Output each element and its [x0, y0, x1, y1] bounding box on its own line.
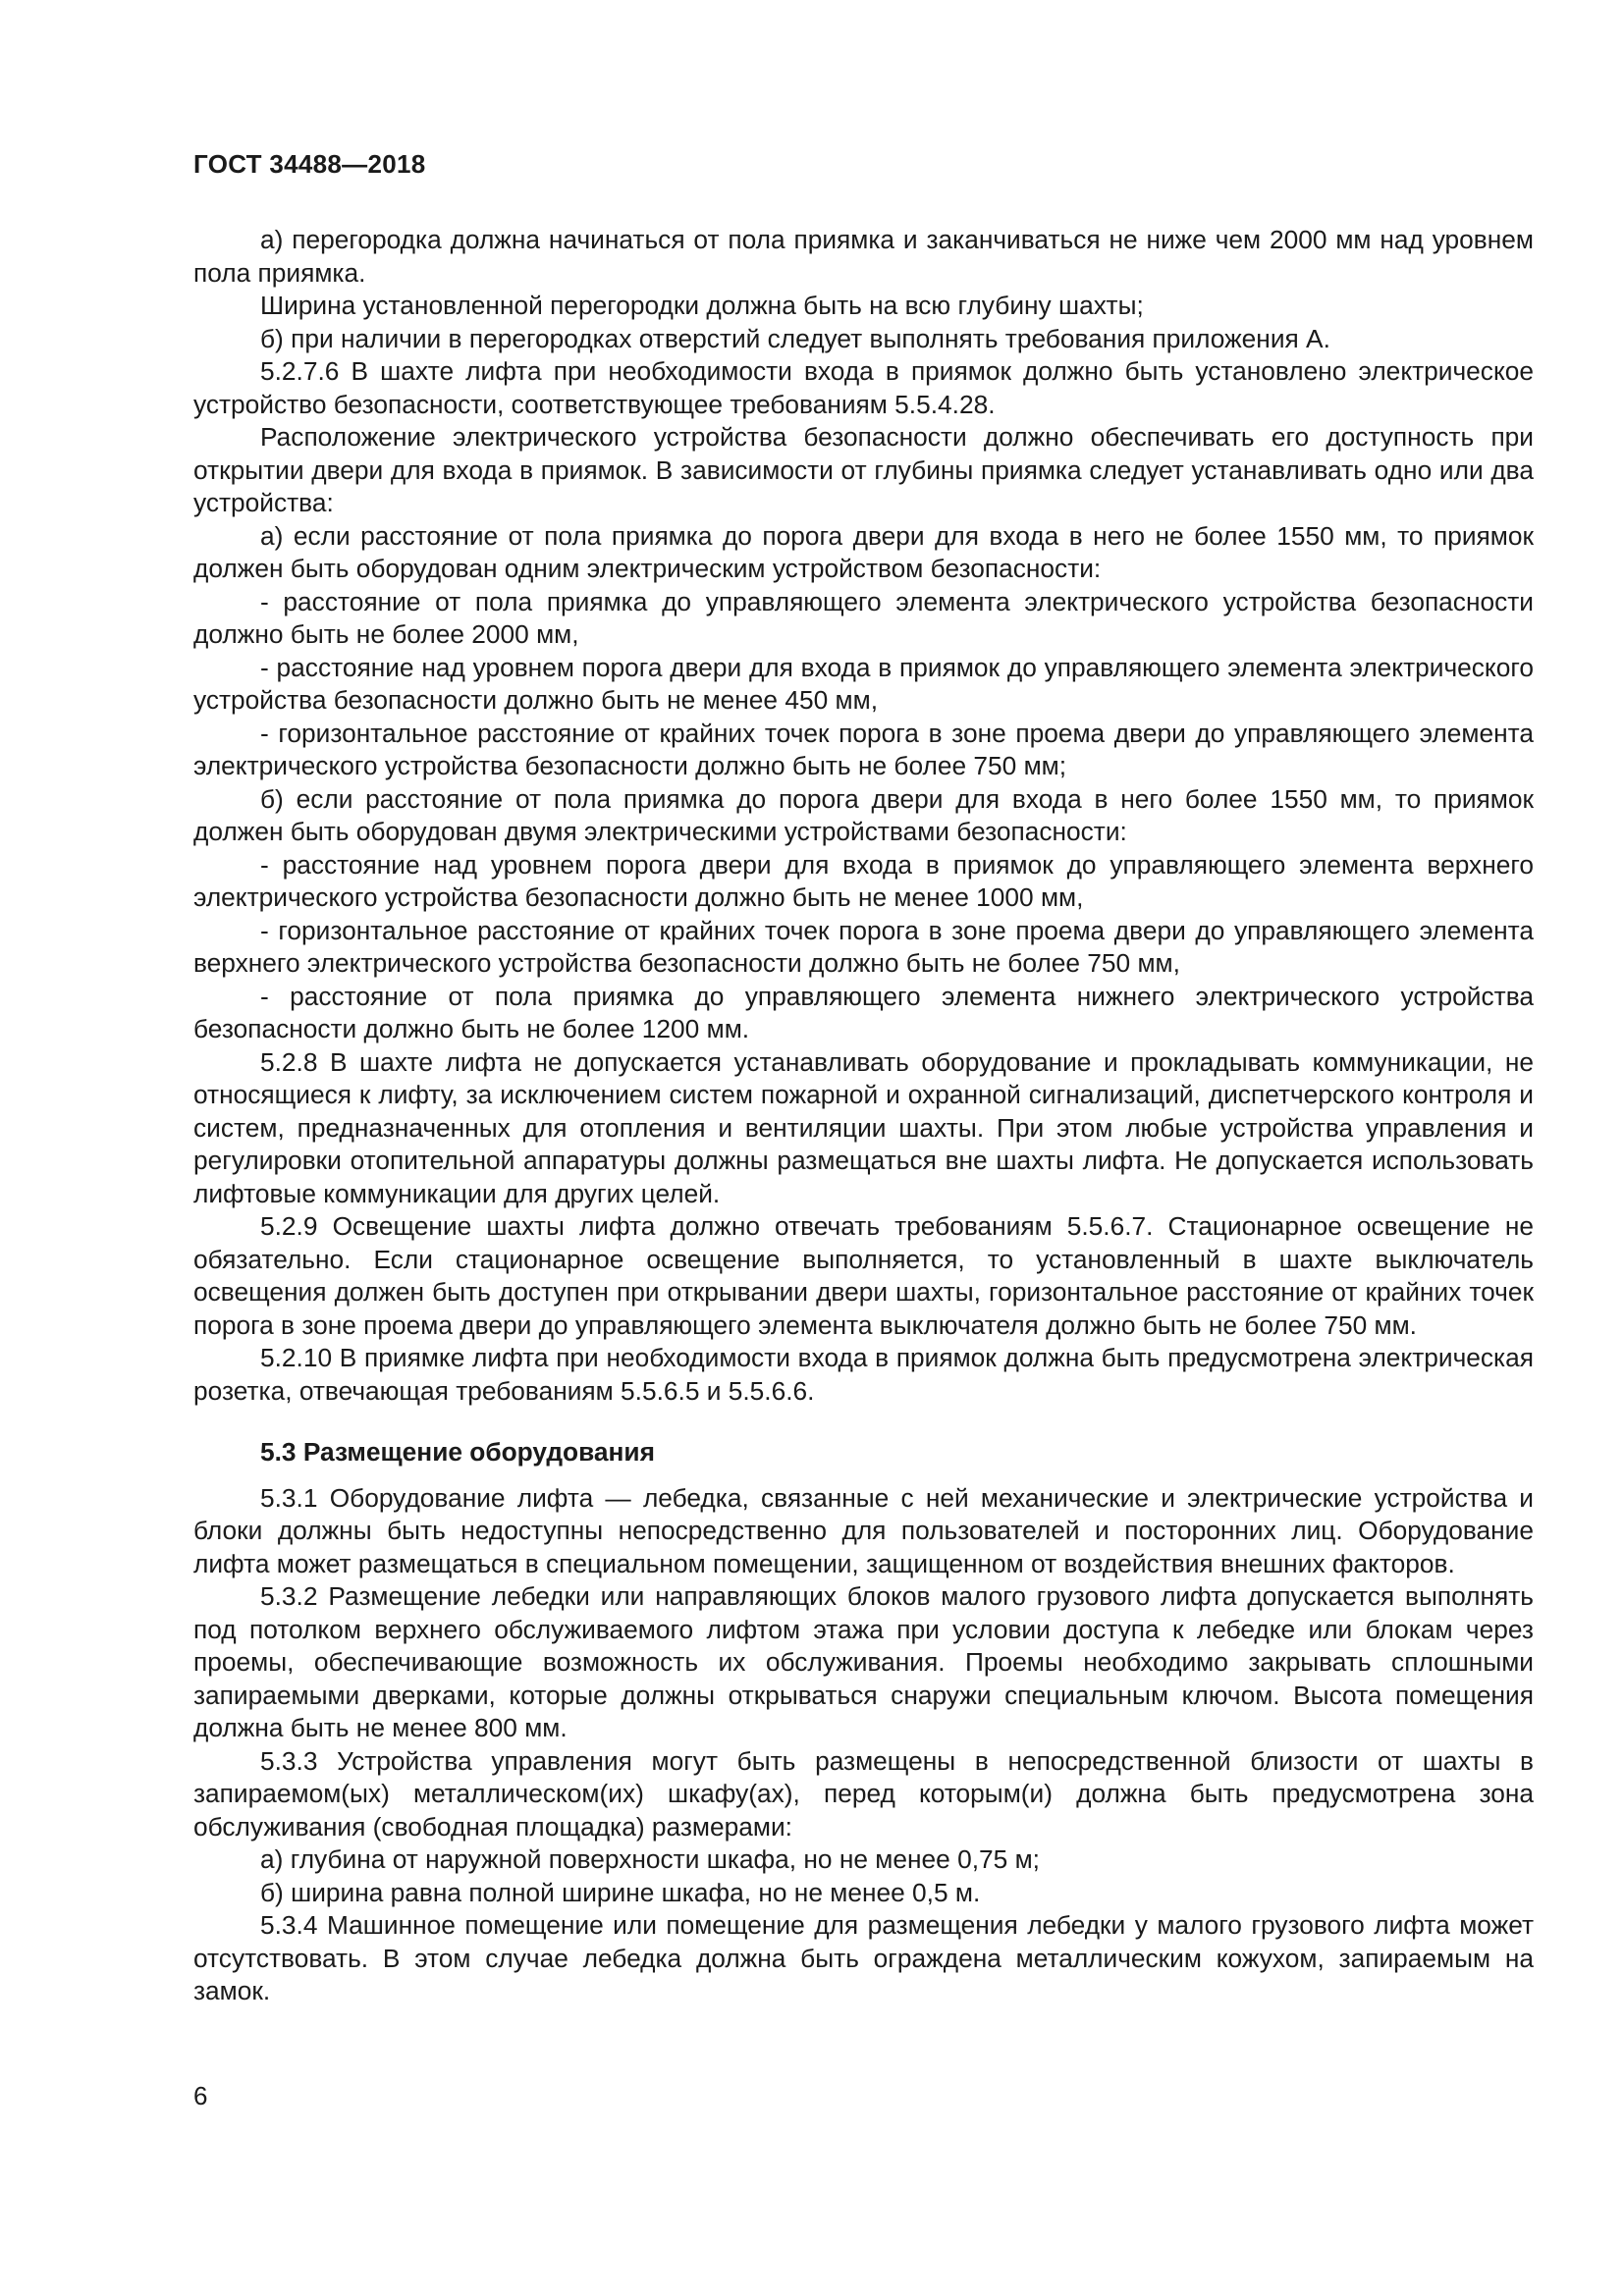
paragraph: - расстояние над уровнем порога двери для входа в приямок до управляющего элемента электрического устройства безопасности должно быть не менее 450 мм,: [193, 652, 1534, 715]
paragraph: - расстояние над уровнем порога двери для входа в приямок до управляющего элемента верхнего электрического устройства безопасности должно быть не менее 1000 мм,: [193, 849, 1534, 912]
paragraph: 5.3.2 Размещение лебедки или направляющих блоков малого грузового лифта допускается выполнять под потолком верхнего обслуживаемого лифтом этажа при условии доступа к лебедке или блокам через проемы, обеспечивающие возможность их обслуживания. Проемы необходимо закрывать сплошными запираемыми дверками, которые должны открываться снаружи специальным ключом. Высота помещения должна быть не менее 800 мм.: [193, 1581, 1534, 1742]
paragraph: 5.3.1 Оборудование лифта — лебедка, связанные с ней механические и электрические устройства и блоки должны быть недоступны непосредственно для пользователей и посторонних лиц. Оборудование лифта может размещаться в специальном помещении, защищенном от воздействия внешних факторов.: [193, 1482, 1534, 1578]
paragraph: - расстояние от пола приямка до управляющего элемента электрического устройства безопасности должно быть не более 2000 мм,: [193, 586, 1534, 649]
document-page: [193, 0, 1534, 2296]
paragraph: Ширина установленной перегородки должна быть на всю глубину шахты;: [260, 291, 1144, 320]
page-number: 6: [193, 2081, 208, 2110]
paragraph: - горизонтальное расстояние от крайних точек порога в зоне проема двери до управляющего элемента электрического устройства безопасности должно быть не более 750 мм;: [193, 718, 1534, 780]
paragraph: - горизонтальное расстояние от крайних точек порога в зоне проема двери до управляющего элемента верхнего электрического устройства безопасности должно быть не более 750 мм,: [193, 915, 1534, 978]
paragraph: 5.2.7.6 В шахте лифта при необходимости входа в приямок должно быть установлено электрическое устройство безопасности, соответствующее требованиям 5.5.4.28.: [193, 356, 1534, 419]
paragraph: 5.3.4 Машинное помещение или помещение для размещения лебедки у малого грузового лифта может отсутствовать. В этом случае лебедка должна быть ограждена металлическим кожухом, запираемым на замок.: [193, 1910, 1534, 2005]
body-text: [193, 224, 1534, 2008]
paragraph: б) ширина равна полной ширине шкафа, но не менее 0,5 м.: [260, 1877, 981, 1907]
paragraph: Расположение электрического устройства безопасности должно обеспечивать его доступность при открытии двери для входа в приямок. В зависимости от глубины приямка следует устанавливать одно или два устройства:: [193, 422, 1534, 517]
section-title: 5.3 Размещение оборудования: [260, 1437, 655, 1467]
paragraph: 5.2.9 Освещение шахты лифта должно отвечать требованиям 5.5.6.7. Стационарное освещение не обязательно. Если стационарное освещение выполняется, то установленный в шахте выключатель освещения должен быть доступен при открывании двери шахты, горизонтальное расстояние от крайних точек порога в зоне проема двери до управляющего элемента выключателя должно быть не более 750 мм.: [193, 1211, 1534, 1340]
paragraph: 5.3.3 Устройства управления могут быть размещены в непосредственной близости от шахты в запираемом(ых) металлическом(их) шкафу(ах), перед которым(и) должна быть предусмотрена зона обслуживания (свободная площадка) размерами:: [193, 1745, 1534, 1842]
paragraph: а) перегородка должна начинаться от пола приямка и заканчиваться не ниже чем 2000 мм над уровнем пола приямка.: [193, 225, 1534, 288]
paragraph: 5.2.10 В приямке лифта при необходимости входа в приямок должна быть предусмотрена электрическая розетка, отвечающая требованиям 5.5.6.5 и 5.5.6.6.: [193, 1343, 1534, 1406]
paragraph: - расстояние от пола приямка до управляющего элемента нижнего электрического устройства безопасности должно быть не более 1200 мм.: [193, 981, 1534, 1043]
document-header: ГОСТ 34488—2018: [193, 149, 426, 179]
paragraph: б) если расстояние от пола приямка до порога двери для входа в него более 1550 мм, то приямок должен быть оборудован двумя электрическими устройствами безопасности:: [193, 783, 1534, 846]
paragraph: 5.2.8 В шахте лифта не допускается устанавливать оборудование и прокладывать коммуникации, не относящиеся к лифту, за исключением систем пожарной и охранной сигнализаций, диспетчерского контроля и систем, предназначенных для отопления и вентиляции шахты. При этом любые устройства управления и регулировки отопительной аппаратуры должны размещаться вне шахты лифта. Не допускается использовать лифтовые коммуникации для других целей.: [193, 1046, 1534, 1208]
paragraph: а) если расстояние от пола приямка до порога двери для входа в него не более 1550 мм, то приямок должен быть оборудован одним электрическим устройством безопасности:: [193, 520, 1534, 583]
paragraph: а) глубина от наружной поверхности шкафа, но не менее 0,75 м;: [260, 1844, 1040, 1874]
paragraph: б) при наличии в перегородках отверстий следует выполнять требования приложения А.: [260, 323, 1330, 353]
